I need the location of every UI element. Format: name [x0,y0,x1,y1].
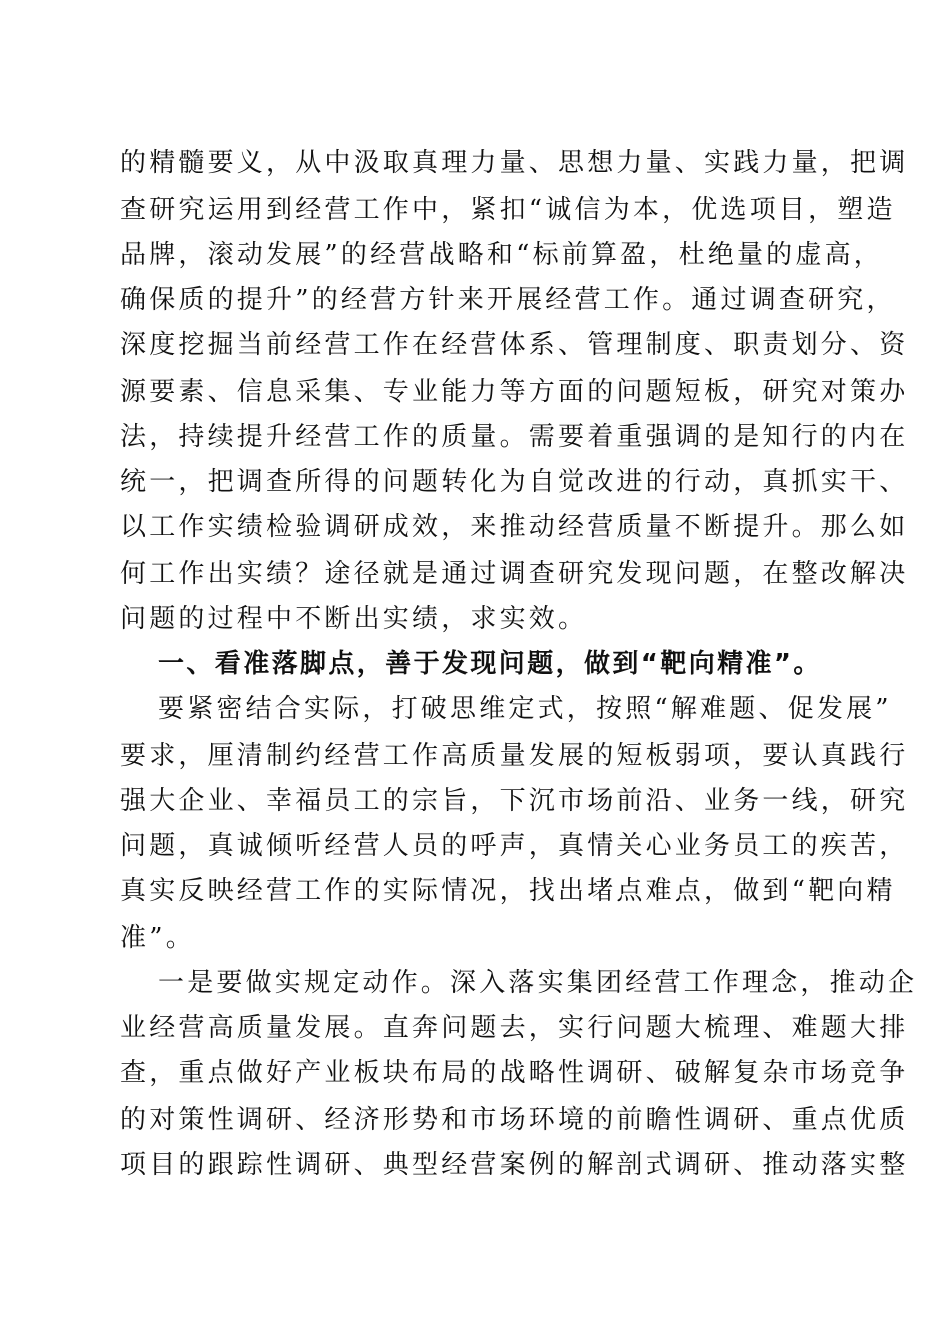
text-line: 深度挖掘当前经营工作在经营体系、管理制度、职责划分、资 [120,330,909,360]
text-line: 要紧密结合实际，打破思维定式，按照“解难题、促发展” [158,694,892,724]
text-line: 强大企业、幸福员工的宗旨，下沉市场前沿、业务一线，研究 [120,786,909,816]
text-line: 业经营高质量发展。直奔问题去，实行问题大梳理、难题大排 [120,1013,909,1043]
text-line: 问题，真诚倾听经营人员的呼声，真情关心业务员工的疾苦， [120,831,909,861]
text-line: 问题的过程中不断出实绩，求实效。 [120,604,588,634]
section-heading: 一、看准落脚点，善于发现问题，做到“靶向精准”。 [158,649,822,679]
text-line: 源要素、信息采集、专业能力等方面的问题短板，研究对策办 [120,377,909,407]
text-line: 法，持续提升经营工作的质量。需要着重强调的是知行的内在 [120,422,909,452]
text-line: 品牌，滚动发展”的经营战略和“标前算盈，杜绝量的虚高， [120,240,883,270]
text-line: 查研究运用到经营工作中，紧扣“诚信为本，优选项目，塑造 [120,195,896,225]
text-line: 一是要做实规定动作。深入落实集团经营工作理念，推动企 [158,968,918,998]
text-line: 以工作实绩检验调研成效，来推动经营质量不断提升。那么如 [120,512,909,542]
text-line: 何工作出实绩？途径就是通过调查研究发现问题，在整改解决 [120,559,909,589]
text-line: 项目的跟踪性调研、典型经营案例的解剖式调研、推动落实整 [120,1150,909,1180]
text-line: 的对策性调研、经济形势和市场环境的前瞻性调研、重点优质 [120,1105,909,1135]
text-line: 准”。 [120,923,195,953]
text-line: 的精髓要义，从中汲取真理力量、思想力量、实践力量，把调 [120,148,909,178]
text-line: 要求，厘清制约经营工作高质量发展的短板弱项，要认真践行 [120,741,909,771]
text-line: 确保质的提升”的经营方针来开展经营工作。通过调查研究， [120,285,896,315]
text-line: 查，重点做好产业板块布局的战略性调研、破解复杂市场竞争 [120,1058,909,1088]
text-line: 统一，把调查所得的问题转化为自觉改进的行动，真抓实干、 [120,467,909,497]
text-line: 真实反映经营工作的实际情况，找出堵点难点，做到“靶向精 [120,876,896,906]
